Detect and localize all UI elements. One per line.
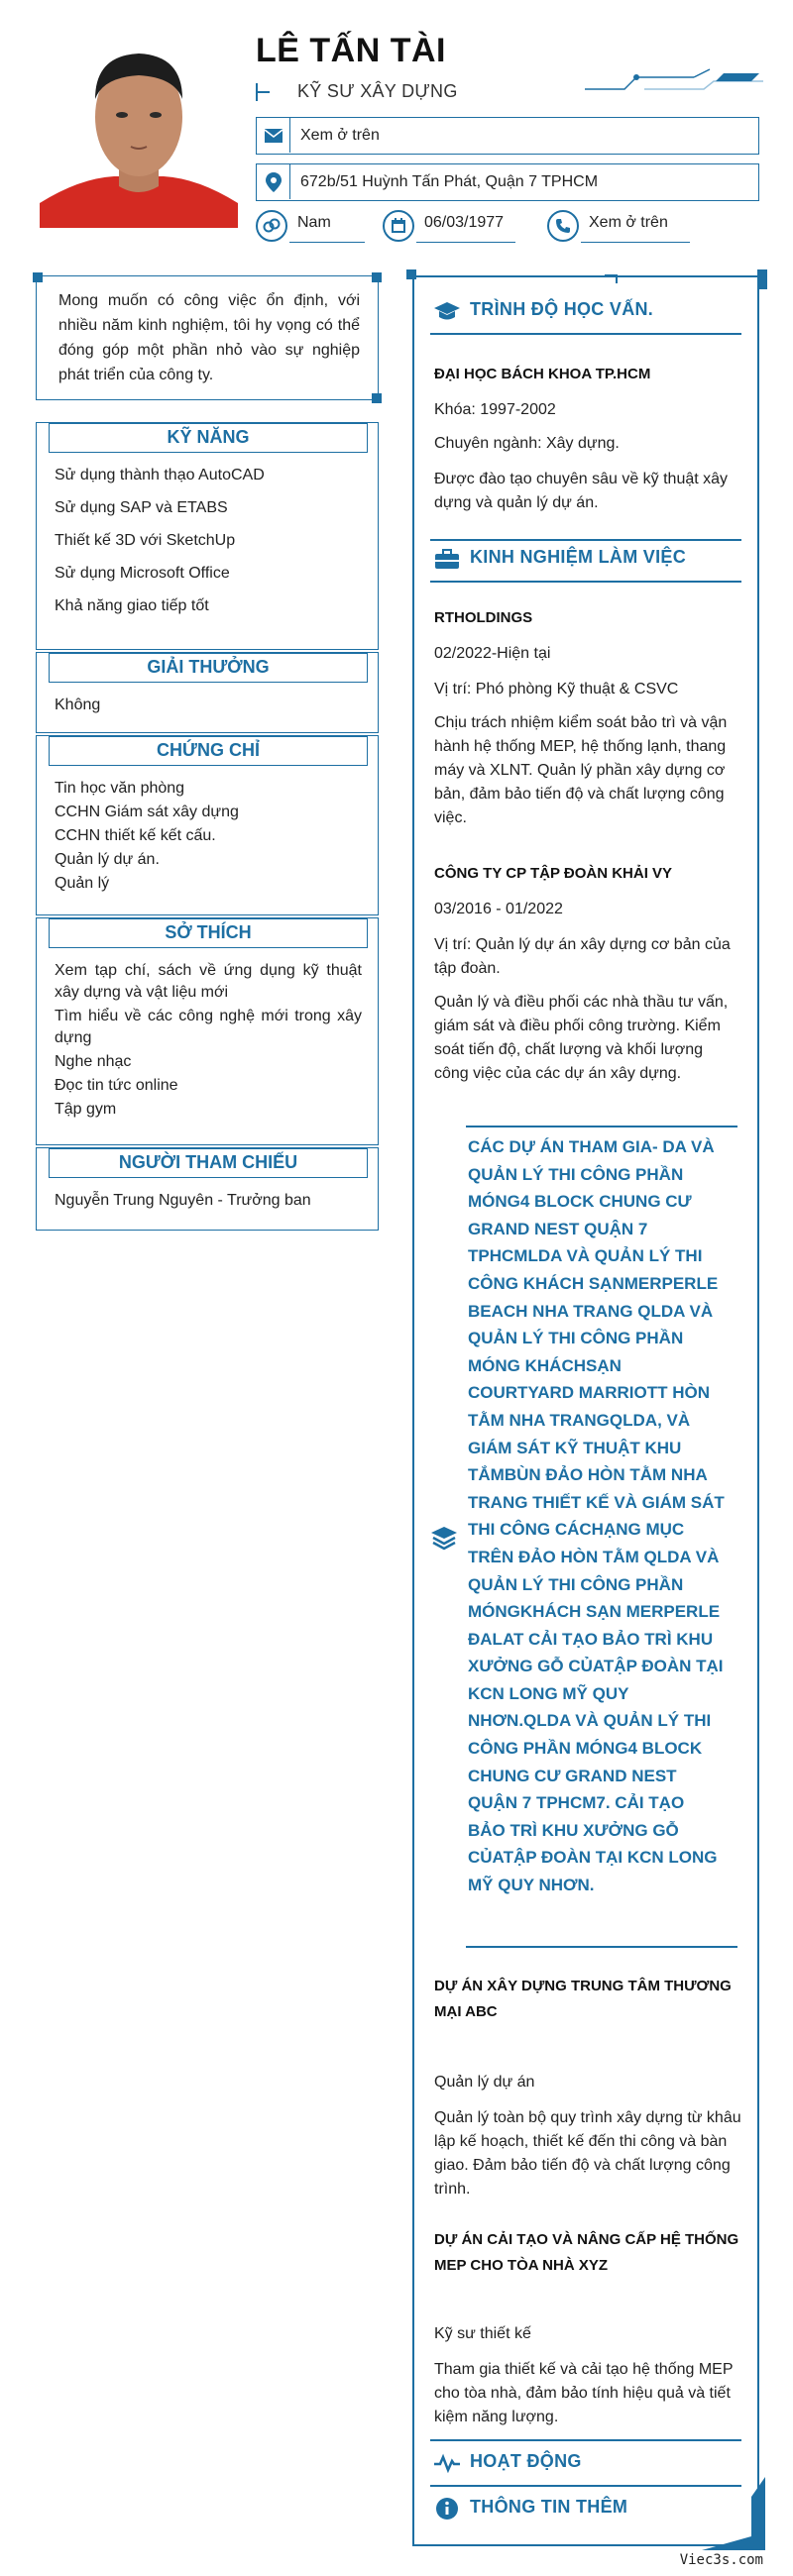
more-info-header [430,2491,737,2526]
job-position: Vị trí: Phó phòng Kỹ thuật & CSVC [434,681,679,698]
education-major: Chuyên ngành: Xây dựng. [434,435,620,452]
awards-section [36,652,379,733]
hobby-item: Tìm hiểu về các công nghệ mới trong xây dựng [55,1008,362,1046]
certificate-item: CCHN Giám sát xây dựng [55,804,239,820]
gender-icon [256,210,287,242]
certificate-item: Quản lý dự án. [55,851,160,868]
job-position: Vị trí: Quản lý dự án xây dựng cơ bản của tập đoàn. [434,936,731,977]
phone-value: Xem ở trên [589,214,668,231]
watermark: Viec3s.com [679,2552,763,2568]
birthday-field [383,206,521,246]
job-description: Chịu trách nhiệm kiểm soát bảo trì và vận hành hệ thống MEP, hệ thống lạnh, thang máy và XLNT. Quản lý phần xây dựng cơ bản, đảm bảo tiến độ và chất lượng công việc. [434,714,728,826]
email-value: Xem ở trên [300,127,380,144]
activities-title: HOẠT ĐỘNG [470,2451,582,2471]
project-description: Quản lý toàn bộ quy trình xây dựng từ khâu lập kế hoạch, thiết kế đến thi công và bàn giao. Đảm bảo tiến độ và chất lượng công trình. [434,2109,741,2198]
activities-header [430,2445,737,2481]
email-field [256,117,759,155]
graduation-cap-icon [432,297,462,325]
skill-item: Sử dụng SAP và ETABS [55,499,228,516]
job-period: 03/2016 - 01/2022 [434,901,563,917]
header-decoration [585,67,763,97]
layers-icon [430,1526,460,1554]
hobby-item: Tập gym [55,1101,117,1118]
job-period: 02/2022-Hiện tại [434,645,551,662]
references-section [36,1147,379,1231]
experience-title: KINH NGHIỆM LÀM VIỆC [470,547,687,567]
gender-value: Nam [297,214,331,231]
map-pin-icon [257,164,290,199]
job-description: Quản lý và điều phối các nhà thầu tư vấn, giám sát và điều phối công trường. Kiểm soát tiến độ, chất lượng và khối lượng công việc của các dự án xây dựng. [434,994,729,1082]
gender-field [256,206,365,246]
education-header [430,293,737,329]
awards-heading: GIẢI THƯỞNG [49,653,368,683]
candidate-name: LÊ TẤN TÀI [256,32,446,69]
birthday-value: 06/03/1977 [424,214,505,231]
project-description: Tham gia thiết kế và cải tạo hệ thống MEP cho tòa nhà, đảm bảo tính hiệu quả và tiết kiệm năng lượng. [434,2361,734,2425]
more-info-title: THÔNG TIN THÊM [470,2497,628,2517]
certificate-item: Tin học văn phòng [55,780,185,797]
education-period: Khóa: 1997-2002 [434,401,556,418]
skill-item: Khả năng giao tiếp tốt [55,597,209,614]
phone-icon [547,210,579,242]
education-description: Được đào tạo chuyên sâu về kỹ thuật xây dựng và quản lý dự án. [434,471,729,511]
address-field [256,163,759,201]
info-circle-icon [432,2495,462,2522]
certificate-item: Quản lý [55,875,110,892]
school-name: ĐẠI HỌC BÁCH KHOA TP.HCM [434,366,651,382]
calendar-icon [383,210,414,242]
job-title: KỸ SƯ XÂY DỰNG [297,81,458,101]
skills-heading: KỸ NĂNG [49,423,368,453]
skills-section [36,422,379,650]
project-name: DỰ ÁN XÂY DỰNG TRUNG TÂM THƯƠNG MẠI ABC [434,1978,732,2020]
hobby-item: Nghe nhạc [55,1053,132,1070]
references-heading: NGƯỜI THAM CHIẾU [49,1148,368,1178]
experience-header [430,541,737,577]
certificate-item: CCHN thiết kế kết cấu. [55,827,216,844]
skill-item: Thiết kế 3D với SketchUp [55,532,236,549]
project-name: DỰ ÁN CẢI TẠO VÀ NÂNG CẤP HỆ THỐNG MEP CHO TÒA NHÀ XYZ [434,2231,739,2274]
address-value: 672b/51 Huỳnh Tấn Phát, Quận 7 TPHCM [300,173,599,190]
hobbies-section [36,917,379,1145]
project-role: Kỹ sư thiết kế [434,2325,531,2342]
briefcase-icon [432,545,462,573]
award-item: Không [55,697,101,713]
hobby-item: Đọc tin tức online [55,1077,178,1094]
skill-item: Sử dụng thành thạo AutoCAD [55,467,265,483]
career-objective [36,275,379,400]
hobby-item: Xem tạp chí, sách về ứng dụng kỹ thuật xây dựng và vật liệu mới [55,962,362,1001]
envelope-icon [257,118,290,153]
job-company: RTHOLDINGS [434,609,533,626]
hobbies-heading: SỞ THÍCH [49,918,368,948]
frame-top-decoration [406,269,767,289]
projects-title: CÁC DỰ ÁN THAM GIA- DA VÀ QUẢN LÝ THI CÔNG PHẦN MÓNG4 BLOCK CHUNG CƯ GRAND NEST QUẬN 7 TPHCMLDA VÀ QUẢN LÝ THI CÔNG KHÁCH SẠNMERPERLE BEACH NHA TRANG QLDA VÀ QUẢN LÝ THI CÔNG PHẦN MÓNG KHÁCHSẠN COURTYARD MARRIOTT HÒN TẰM NHA TRANGQLDA, VÀ GIÁM SÁT KỸ THUẬT KHU TẮMBÙN ĐẢO HÒN TẰM NHA TRANG THIẾT KẾ VÀ GIÁM SÁT THI CÔNG CÁCHẠNG MỤC TRÊN ĐẢO HÒN TẰM QLDA VÀ QUẢN LÝ THI CÔNG PHẦN MÓNGKHÁCH SẠN MERPERLE ĐALAT CẢI TẠO BẢO TRÌ KHU XƯỞNG GỖ CỦATẬP ĐOÀN TẠI KCN LONG MỸ QUY NHƠN.QLDA VÀ QUẢN LÝ THI CÔNG PHẦN MÓNG4 BLOCK CHUNG CƯ GRAND NEST QUẬN 7 TPHCM7. CẢI TẠO BẢO TRÌ KHU XƯỞNG GỖ CỦATẬP ĐOÀN TẠI KCN LONG MỸ QUY NHƠN. [468,1137,725,1895]
objective-text: Mong muốn có công việc ổn định, với nhiều năm kinh nghiệm, tôi hy vọng có thể đóng góp một phần nhỏ vào sự nghiệp phát triển của công ty. [58,292,360,383]
skill-item: Sử dụng Microsoft Office [55,565,230,582]
profile-photo [40,20,238,228]
education-title: TRÌNH ĐỘ HỌC VẤN. [470,299,654,319]
project-role: Quản lý dự án [434,2074,535,2091]
phone-field [547,206,706,246]
certificates-heading: CHỨNG CHỈ [49,736,368,766]
certificates-section [36,735,379,915]
reference-item: Nguyễn Trung Nguyên - Trưởng ban [55,1192,311,1209]
job-company: CÔNG TY CP TẬP ĐOÀN KHẢI VY [434,865,673,882]
activity-pulse-icon [432,2449,462,2477]
